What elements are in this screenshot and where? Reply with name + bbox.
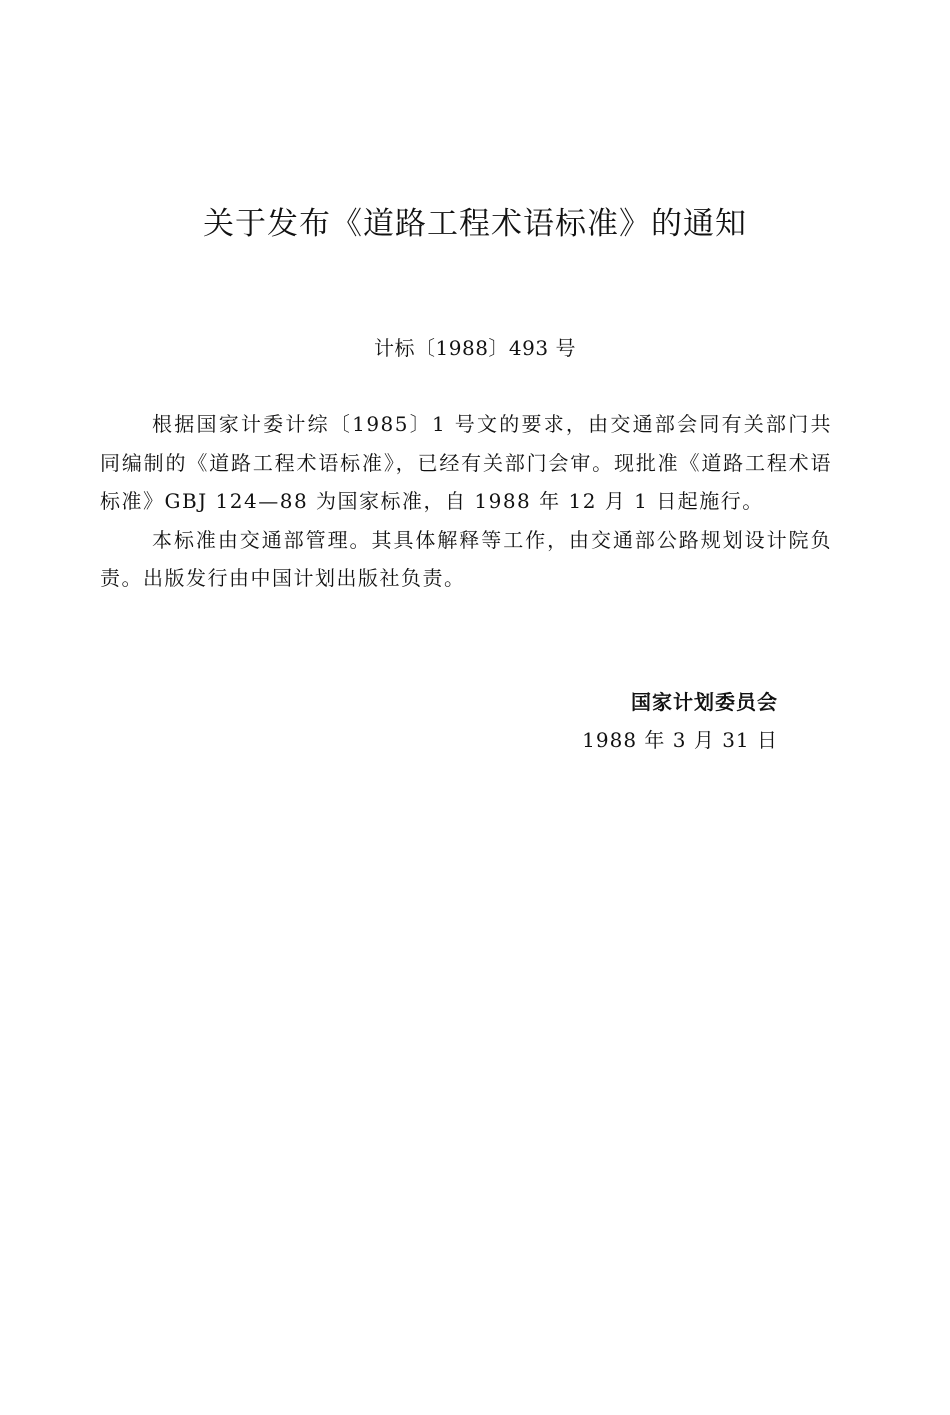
body-paragraph-1: 根据国家计委计综〔1985〕1 号文的要求，由交通部会同有关部门共同编制的《道路工程术语标准》，已经有关部门会审。现批准《道路工程术语标准》GBJ 124—88 为国家标准，自 1988 年 12 月 1 日起施行。 [100,412,832,513]
notice-title: 关于发布《道路工程术语标准》的通知 [203,206,747,242]
body-paragraph-2: 本标准由交通部管理。其具体解释等工作，由交通部公路规划设计院负责。出版发行由中国计划出版社负责。 [100,527,832,590]
document-number: 计标〔1988〕493 号 [374,336,576,360]
issuing-organization: 国家计划委员会 [631,690,778,714]
issue-date: 1988 年 3 月 31 日 [582,728,778,752]
signature-block [582,683,778,759]
notice-body [100,405,832,598]
